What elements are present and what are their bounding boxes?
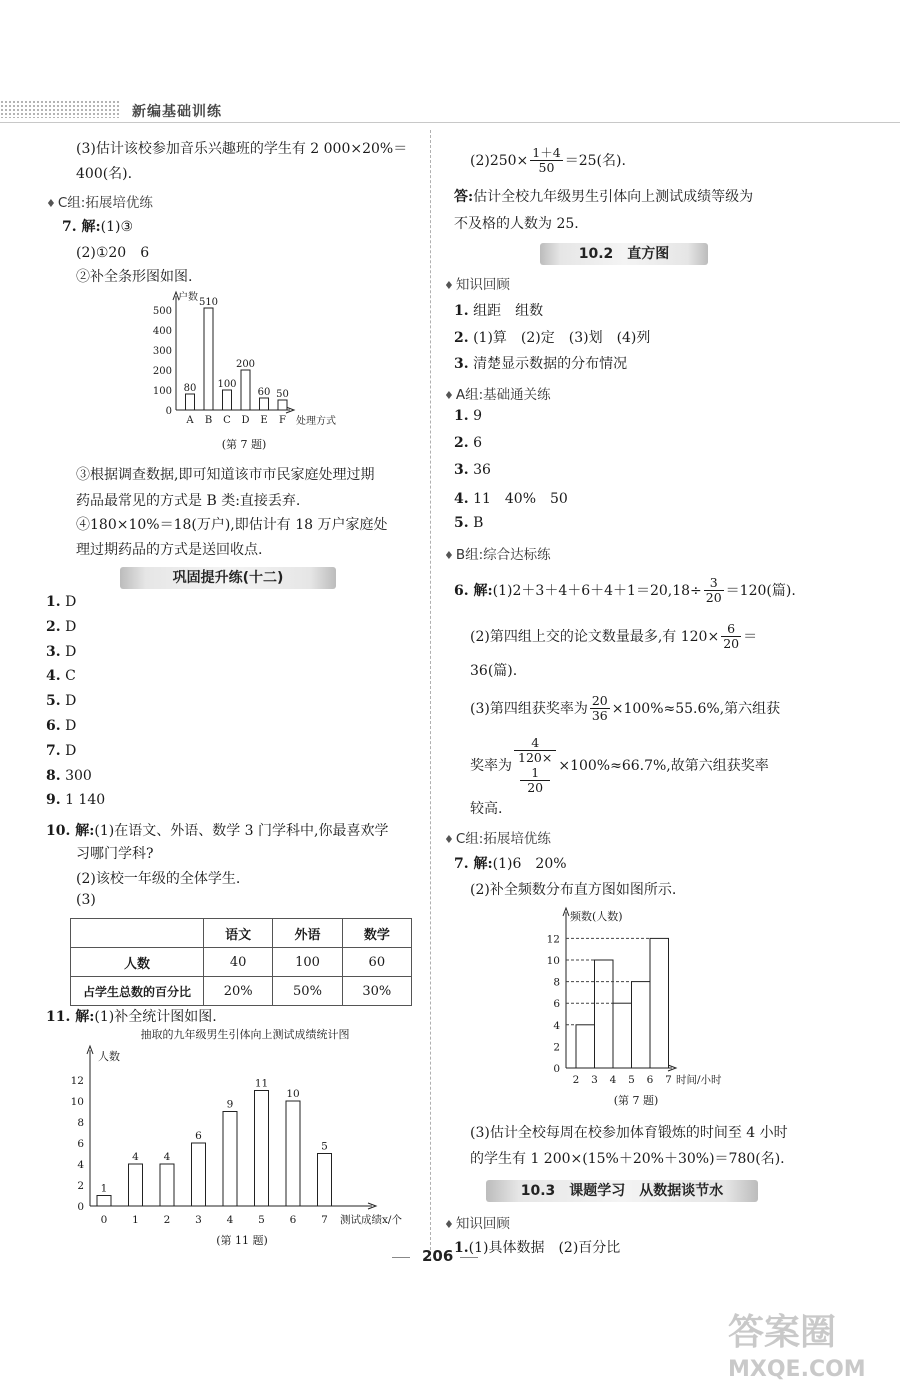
- bar: [223, 390, 232, 410]
- x-axis-label: 时间/小时: [676, 1074, 722, 1086]
- watermark-text: 答案圈: [728, 1312, 837, 1353]
- item-number: 3.: [454, 356, 469, 372]
- item-number: 3.: [454, 461, 469, 478]
- data-label: 5: [321, 1140, 328, 1153]
- r-answer-row: [454, 186, 753, 206]
- table-cell: 20%: [204, 977, 273, 1006]
- data-label: 200: [235, 359, 256, 370]
- item-text: D: [60, 693, 77, 710]
- r-frac-line: [470, 146, 626, 176]
- chart-caption: (第 11 题): [216, 1234, 268, 1247]
- denominator-text: 120×: [518, 750, 553, 766]
- fraction-numerator: 6: [721, 622, 741, 637]
- watermark-logo: [718, 1302, 888, 1382]
- item-number: 2.: [454, 434, 469, 451]
- bar: [160, 1164, 174, 1206]
- book-title: 新编基础训练: [132, 104, 222, 120]
- y-tick-label: 0: [77, 1201, 84, 1213]
- data-label: 11: [254, 1077, 269, 1090]
- q7-label: 7. 解:: [62, 219, 101, 235]
- data-label: 4: [163, 1151, 171, 1163]
- x-tick-label: 0: [100, 1214, 108, 1226]
- intro-line-1: (3)估计该校参加音乐兴趣班的学生有 2 000×20%＝: [76, 141, 408, 157]
- x-tick-label: 4: [226, 1214, 234, 1226]
- y-axis-label: 频数(人数): [570, 910, 623, 923]
- fraction: [530, 146, 562, 176]
- q7r-line-3b: 的学生有 1 200×(15%＋20%＋30%)＝780(名).: [470, 1151, 785, 1167]
- item-text: D: [60, 742, 77, 759]
- q6-text: (3)第四组获奖率为: [470, 700, 588, 717]
- q6-line-2c: 36(篇).: [470, 663, 518, 679]
- x-tick-label: 3: [195, 1214, 202, 1226]
- fraction-numerator: 1: [520, 766, 550, 781]
- q11-label: 11. 解:: [46, 1009, 95, 1025]
- r-frac-prefix: (2)250×: [470, 152, 529, 169]
- item-text: B: [468, 515, 484, 532]
- q7-conclusion-2b: 理过期药品的方式是送回收点.: [76, 542, 263, 558]
- y-tick-label: 10: [70, 1096, 84, 1108]
- bar: [186, 394, 195, 410]
- q10-label: 10. 解:: [46, 823, 95, 839]
- y-tick-label: 300: [152, 346, 172, 357]
- answer-item: [46, 768, 92, 784]
- table-cell: 30%: [342, 977, 411, 1006]
- y-tick-label: 2: [77, 1180, 84, 1192]
- y-tick-label: 8: [553, 976, 560, 989]
- bar: [241, 370, 250, 410]
- q6-text: (1)2＋3＋4＋6＋4＋1＝20,18÷: [492, 582, 702, 599]
- q10-line-1: (1)在语文、外语、数学 3 门学科中,你最喜欢学: [94, 823, 389, 839]
- y-axis-label: 人数: [98, 1050, 120, 1063]
- group-a-item: [454, 488, 568, 508]
- y-tick-label: 12: [546, 933, 560, 946]
- fraction-numerator: 4: [514, 736, 556, 751]
- q6-line-3: [470, 694, 780, 724]
- histogram-bar: [613, 1003, 632, 1068]
- knowledge-item: [454, 353, 627, 373]
- table-cell: 60: [342, 948, 411, 977]
- x-tick-label: 2: [163, 1214, 171, 1226]
- y-tick-label: 6: [77, 1138, 84, 1150]
- chart-caption: (第 7 题): [221, 438, 267, 451]
- data-label: 80: [183, 383, 197, 394]
- page-number: 206: [422, 1247, 454, 1265]
- x-tick-label: 2: [572, 1074, 580, 1086]
- answer-item: [46, 594, 76, 610]
- bar: [192, 1143, 206, 1206]
- x-tick-label: 3: [591, 1074, 598, 1086]
- q6-text: ＝120(篇).: [725, 582, 796, 599]
- column-divider: [430, 130, 431, 1260]
- q7r-line-2: (2)补全频数分布直方图如图所示.: [470, 882, 677, 898]
- x-tick-label: D: [241, 415, 250, 426]
- watermark-domain: MXQE.COM: [728, 1357, 866, 1382]
- q6-label: 6. 解:: [454, 582, 493, 599]
- data-label: 9: [226, 1098, 234, 1111]
- data-label: 50: [276, 389, 289, 400]
- x-tick-label: 5: [628, 1074, 635, 1086]
- chart-q11-pullups: [60, 1026, 422, 1250]
- y-tick-label: 2: [553, 1041, 560, 1054]
- x-tick-label: 6: [289, 1214, 297, 1226]
- answer-item: [46, 718, 76, 734]
- section-banner-histogram: 10.2 直方图: [540, 243, 708, 265]
- k2-row: [454, 1237, 620, 1257]
- knowledge-label: ♦ 知识回顾: [444, 273, 510, 293]
- q7-line-3: ②补全条形图如图.: [76, 269, 193, 285]
- chart-caption: (第 7 题): [613, 1094, 659, 1107]
- subject-table: [70, 918, 412, 1006]
- y-tick-label: 4: [77, 1159, 84, 1171]
- fraction: [704, 576, 724, 606]
- k2-text: (1)具体数据 (2)百分比: [468, 1240, 621, 1256]
- q6-text: ×100%≈55.6%,第六组获: [611, 700, 781, 717]
- table-header-row: [71, 919, 412, 948]
- x-axis-label: 测试成绩x/个: [340, 1214, 402, 1226]
- table-cell: 50%: [273, 977, 342, 1006]
- item-text: 清楚显示数据的分布情况: [468, 356, 628, 372]
- bar: [278, 400, 287, 410]
- item-text: 11 40% 50: [468, 491, 568, 508]
- x-tick-label: F: [279, 415, 286, 426]
- group-b-label: ♦ B组:综合达标练: [444, 543, 551, 563]
- bar: [129, 1164, 143, 1206]
- y-tick-label: 10: [546, 955, 560, 967]
- q6-line-1: [454, 576, 796, 606]
- x-tick-label: A: [186, 415, 194, 426]
- table-row-header: 占学生总数的百分比: [71, 977, 204, 1006]
- q6-text: (2)第四组上交的论文数量最多,有 120×: [470, 628, 720, 645]
- item-text: D: [60, 594, 77, 610]
- y-tick-label: 0: [553, 1063, 560, 1075]
- item-number: 1.: [454, 303, 469, 319]
- item-number: 3.: [46, 643, 61, 660]
- fraction: [518, 766, 552, 796]
- fraction-denominator: 20: [527, 780, 544, 796]
- item-number: 9.: [46, 792, 61, 809]
- x-tick-label: B: [204, 415, 213, 426]
- group-a-item: [454, 462, 491, 478]
- q10-line-2: 习哪门学科?: [76, 846, 154, 862]
- bar: [318, 1154, 332, 1207]
- group-a-label: ♦ A组:基础通关练: [444, 383, 551, 403]
- table-cell: 40: [204, 948, 273, 977]
- q6-line-5: 较高.: [470, 801, 503, 817]
- data-label: 510: [198, 297, 219, 308]
- k2-num: 1.: [454, 1240, 469, 1256]
- table-cell: 100: [273, 948, 342, 977]
- data-label: 1: [100, 1182, 108, 1195]
- r-answer-line-2: 不及格的人数为 25.: [454, 216, 579, 232]
- bar: [223, 1112, 237, 1207]
- fraction: [721, 622, 741, 652]
- fraction-denominator: [514, 751, 556, 795]
- knowledge-item: [454, 300, 543, 320]
- group-c-label: ♦ C组:拓展培优练: [46, 191, 153, 211]
- q10-line-3: (2)该校一年级的全体学生.: [76, 871, 241, 887]
- histogram-bar: [576, 1025, 595, 1068]
- chart-q7-histogram: [530, 902, 770, 1112]
- bar: [286, 1101, 300, 1206]
- q6-line-2: [470, 622, 757, 652]
- page-number-dash: [460, 1257, 478, 1258]
- bar: [260, 398, 269, 410]
- item-text: 36: [468, 461, 491, 478]
- table-col-header: 数学: [342, 919, 411, 948]
- fraction-numerator: 20: [591, 693, 608, 708]
- item-text: 9: [468, 408, 482, 424]
- item-text: (1)算 (2)定 (3)划 (4)列: [468, 329, 651, 346]
- q7r-row: [454, 853, 567, 873]
- answer-item: [46, 792, 105, 808]
- chart-title: 抽取的九年级男生引体向上测试成绩统计图: [140, 1028, 350, 1041]
- page-number-dash: [392, 1257, 410, 1258]
- item-number: 5.: [454, 515, 469, 532]
- fraction-denominator: 36: [591, 708, 608, 724]
- q6-text: ×100%≈66.7%,故第六组获奖率: [558, 757, 769, 774]
- y-tick-label: 12: [70, 1075, 84, 1087]
- item-number: 5.: [46, 693, 61, 710]
- item-text: C: [60, 668, 76, 685]
- item-number: 7.: [46, 742, 61, 759]
- y-tick-label: 400: [152, 326, 172, 337]
- y-tick-label: 100: [152, 386, 172, 397]
- x-axis-label: 处理方式: [296, 416, 336, 427]
- item-number: 8.: [46, 767, 61, 784]
- r-answer-label: 答:: [454, 189, 474, 205]
- header-dot-pattern: [0, 100, 120, 118]
- knowledge-item: [454, 327, 650, 347]
- q6-text: 奖率为: [470, 757, 512, 774]
- knowledge2-label: ♦ 知识回顾: [444, 1212, 510, 1232]
- chart-q7-households: [140, 288, 380, 458]
- y-tick-label: 6: [553, 998, 560, 1011]
- q10-line-4: (3): [76, 892, 96, 908]
- x-tick-label: 4: [609, 1074, 617, 1086]
- q6-line-4: [470, 736, 769, 796]
- q7-conclusion-1b: 药品最常见的方式是 B 类:直接丢弃.: [76, 493, 301, 509]
- fraction-denominator: 20: [723, 636, 740, 652]
- section-banner-water: 10.3 课题学习 从数据谈节水: [486, 1180, 758, 1202]
- table-row: [71, 948, 412, 977]
- histogram-bar: [595, 960, 614, 1068]
- y-tick-label: 500: [152, 306, 172, 317]
- y-tick-label: 200: [152, 366, 172, 377]
- group-a-item: [454, 408, 482, 424]
- q7-row: [62, 216, 133, 236]
- item-number: 2.: [454, 329, 469, 346]
- histogram-bar: [650, 938, 669, 1068]
- q7-line-2: (2)①20 6: [76, 245, 150, 261]
- answer-item: [46, 668, 76, 684]
- item-text: D: [60, 718, 77, 734]
- item-number: 4.: [46, 668, 61, 685]
- q7-conclusion-1a: ③根据调查数据,即可知道该市市民家庭处理过期: [76, 467, 375, 483]
- x-tick-label: 5: [258, 1214, 265, 1226]
- fraction-denominator: 20: [705, 590, 722, 606]
- histogram-bar: [632, 982, 651, 1068]
- bar: [255, 1091, 269, 1207]
- item-text: 300: [60, 767, 92, 784]
- x-tick-label: 7: [321, 1214, 328, 1226]
- y-axis-label: 户数: [178, 292, 198, 303]
- item-number: 1.: [454, 408, 469, 424]
- table-corner: [71, 919, 204, 948]
- q6-text: ＝: [743, 628, 758, 645]
- q7-conclusion-2a: ④180×10%＝18(万户),即估计有 18 万户家庭处: [76, 517, 388, 533]
- x-tick-label: C: [223, 415, 231, 426]
- x-tick-label: 1: [132, 1214, 139, 1226]
- q7r-label: 7. 解:: [454, 856, 493, 872]
- item-number: 4.: [454, 491, 469, 508]
- item-number: 2.: [46, 618, 61, 635]
- r-frac-suffix: ＝25(名).: [564, 152, 626, 169]
- q10-row: [46, 820, 389, 840]
- data-label: 6: [195, 1130, 202, 1142]
- item-number: 1.: [46, 594, 61, 610]
- answer-item: [46, 619, 76, 635]
- q11-row: [46, 1006, 217, 1026]
- answer-item: [46, 644, 76, 660]
- section-banner-review: 巩固提升练(十二): [120, 567, 336, 589]
- complex-fraction: [514, 736, 556, 796]
- data-label: 10: [286, 1088, 300, 1100]
- q7r-line-1: (1)6 20%: [492, 856, 567, 872]
- item-text: D: [60, 643, 77, 660]
- table-col-header: 外语: [273, 919, 342, 948]
- r-answer-line-1: 估计全校九年级男生引体向上测试成绩等级为: [473, 189, 754, 205]
- bar: [97, 1196, 111, 1207]
- answer-item: [46, 743, 76, 759]
- item-number: 6.: [46, 718, 61, 734]
- group-a-item: [454, 515, 483, 531]
- x-tick-label: 6: [646, 1074, 654, 1086]
- data-label: 100: [217, 379, 237, 390]
- group-a-item: [454, 435, 482, 451]
- q11-line-1: (1)补全统计图如图.: [94, 1009, 217, 1025]
- x-tick-label: 7: [665, 1074, 672, 1086]
- answer-item: [46, 693, 76, 709]
- fraction-numerator: 3: [704, 576, 724, 591]
- fraction: [590, 694, 610, 724]
- x-tick-label: E: [260, 415, 268, 426]
- y-tick-label: 4: [553, 1019, 560, 1032]
- fraction-denominator: 50: [538, 160, 555, 176]
- table-row: [71, 977, 412, 1006]
- item-text: 6: [468, 434, 482, 451]
- fraction-numerator: 1＋4: [532, 145, 561, 160]
- y-tick-label: 0: [165, 406, 172, 417]
- data-label: 60: [257, 387, 271, 398]
- table-col-header: 语文: [204, 919, 273, 948]
- item-text: 组距 组数: [468, 303, 544, 319]
- item-text: D: [60, 618, 77, 635]
- bar: [204, 308, 213, 410]
- table-row-header: 人数: [71, 948, 204, 977]
- q7-line-1: (1)③: [100, 219, 134, 235]
- item-text: 1 140: [60, 792, 106, 809]
- q7r-line-3a: (3)估计全校每周在校参加体育锻炼的时间至 4 小时: [470, 1125, 788, 1141]
- data-label: 4: [132, 1151, 139, 1163]
- y-tick-label: 8: [77, 1117, 84, 1129]
- group-c2-label: ♦ C组:拓展培优练: [444, 827, 551, 847]
- intro-line-2: 400(名).: [76, 166, 133, 182]
